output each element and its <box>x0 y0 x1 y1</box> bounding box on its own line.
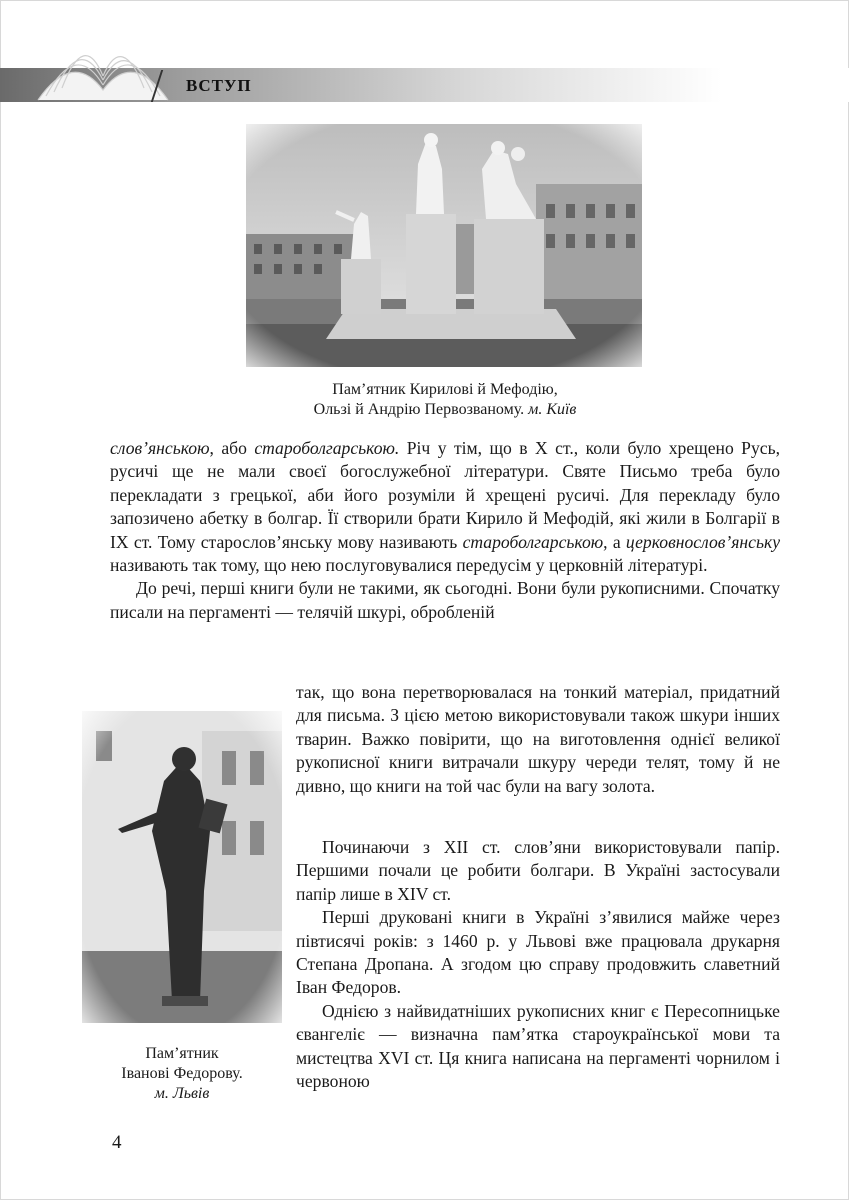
monument-lviv-caption <box>92 1044 272 1104</box>
paragraph: Однією з найвидатніших рукописних книг є Пересопницьке євангеліє — визначна пам’ятка староукраїнської мови та мистецтва XVI ст. Ця книга написана на пергаменті чорнилом і червоною <box>296 1000 780 1092</box>
emphasis: церковнослов’янську <box>625 531 780 552</box>
paragraph <box>110 437 780 577</box>
emphasis: слов’янською <box>110 438 210 458</box>
page-number: 4 <box>112 1132 122 1153</box>
caption-city: м. Київ <box>528 401 577 418</box>
text-run: Річ у тім, що в Х ст., коли було хрещено Русь, русичі ще не мали своєї богослужебної літератури. Святе Письмо треба було перекладати з грецької, аби його розуміли й хрещені русичі. Для перекладу було запозичено абетку в болгар. Її створили брати Кирило й Мефодій, які жили в Болгарії в ІХ ст. Тому старослов’янську мову називають <box>110 438 780 552</box>
monument-kyiv-caption <box>180 380 710 420</box>
caption-line: Пам’ятник Кирилові й Мефодію, <box>332 381 558 398</box>
section-title: ВСТУП <box>186 76 252 95</box>
caption-city: м. Львів <box>154 1085 210 1102</box>
caption-line: Ользі й Андрію Первозваному. <box>313 401 525 418</box>
text-column <box>110 437 780 624</box>
caption-line: Пам’ятник <box>145 1045 219 1062</box>
monument-kyiv-photo <box>246 124 642 367</box>
caption-line: Іванові Федорову. <box>121 1065 243 1082</box>
wrapped-text-column <box>296 681 780 798</box>
open-book-icon <box>28 30 178 110</box>
text-run: , а <box>603 531 626 552</box>
paragraph: Перші друковані книги в Україні з’явилися майже через півтисячі років: з 1460 р. у Львові вже працювала друкарня Степана Дропана. А згодом цю справу продовжить славетний Іван Федоров. <box>296 907 780 998</box>
emphasis: староболгарською <box>462 531 604 552</box>
text-run: називають так тому, що нею послуговувалися передусім у церковній літературі. <box>110 555 708 576</box>
emphasis: староболгарською. <box>254 438 400 458</box>
wrapped-text-column-2 <box>296 836 780 1093</box>
monument-lviv-photo <box>82 711 282 1023</box>
text-run: , або <box>209 438 255 458</box>
paragraph: Починаючи з XII ст. слов’яни використовували папір. Першими почали це робити болгари. В Україні застосували папір лише в XIV ст. <box>296 837 780 904</box>
paragraph: До речі, перші книги були не такими, як сьогодні. Вони були рукописними. Спочатку писали на пергаменті — телячій шкурі, обробленій <box>110 578 780 622</box>
paragraph: так, що вона перетворювалася на тонкий матеріал, придатний для письма. З цією метою використовували також шкури інших тварин. Важко повірити, що на виготовлення однієї великої рукописної книги витрачали шкуру череди телят, тому й не дивно, що книги на той час були на вагу золота. <box>296 682 780 796</box>
